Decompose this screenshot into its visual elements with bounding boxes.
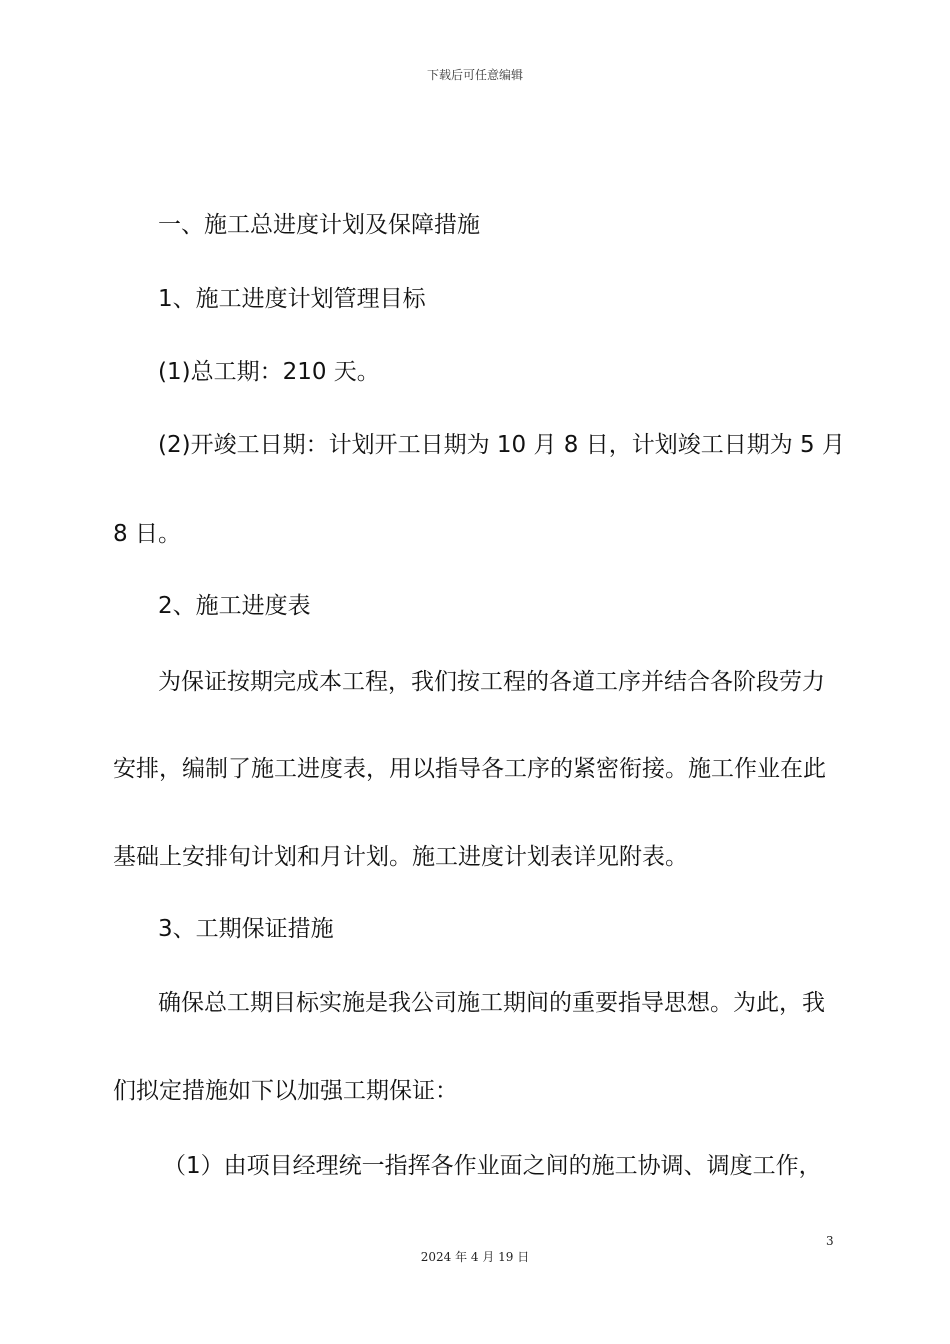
measure-1-line-1: （1）由项目经理统一指挥各作业面之间的施工协调、调度工作， (163, 1153, 822, 1179)
item-total-duration: (1)总工期：210 天。 (158, 359, 380, 385)
paragraph-3-line-2: 们拟定措施如下以加强工期保证： (113, 1078, 458, 1104)
heading-construction-schedule: 一、施工总进度计划及保障措施 (158, 212, 480, 238)
section-1-title: 1、施工进度计划管理目标 (158, 286, 426, 312)
header-note: 下载后可任意编辑 (426, 68, 523, 82)
paragraph-3-line-1: 确保总工期目标实施是我公司施工期间的重要指导思想。为此，我 (158, 990, 825, 1016)
page-number: 3 (826, 1234, 834, 1248)
footer-date: 2024 年 4 月 19 日 (420, 1250, 530, 1264)
section-2-title: 2、施工进度表 (158, 593, 311, 619)
paragraph-2-line-1: 为保证按期完成本工程，我们按工程的各道工序并结合各阶段劳力 (158, 669, 825, 695)
item-start-end-dates: (2)开竣工日期：计划开工日期为 10 月 8 日，计划竣工日期为 5 月 (158, 432, 845, 458)
item-start-end-dates-cont: 8 日。 (113, 521, 181, 547)
paragraph-2-line-3: 基础上安排旬计划和月计划。施工进度计划表详见附表。 (113, 844, 688, 870)
paragraph-2-line-2: 安排，编制了施工进度表，用以指导各工序的紧密衔接。施工作业在此 (113, 756, 826, 782)
section-3-title: 3、工期保证措施 (158, 916, 334, 942)
